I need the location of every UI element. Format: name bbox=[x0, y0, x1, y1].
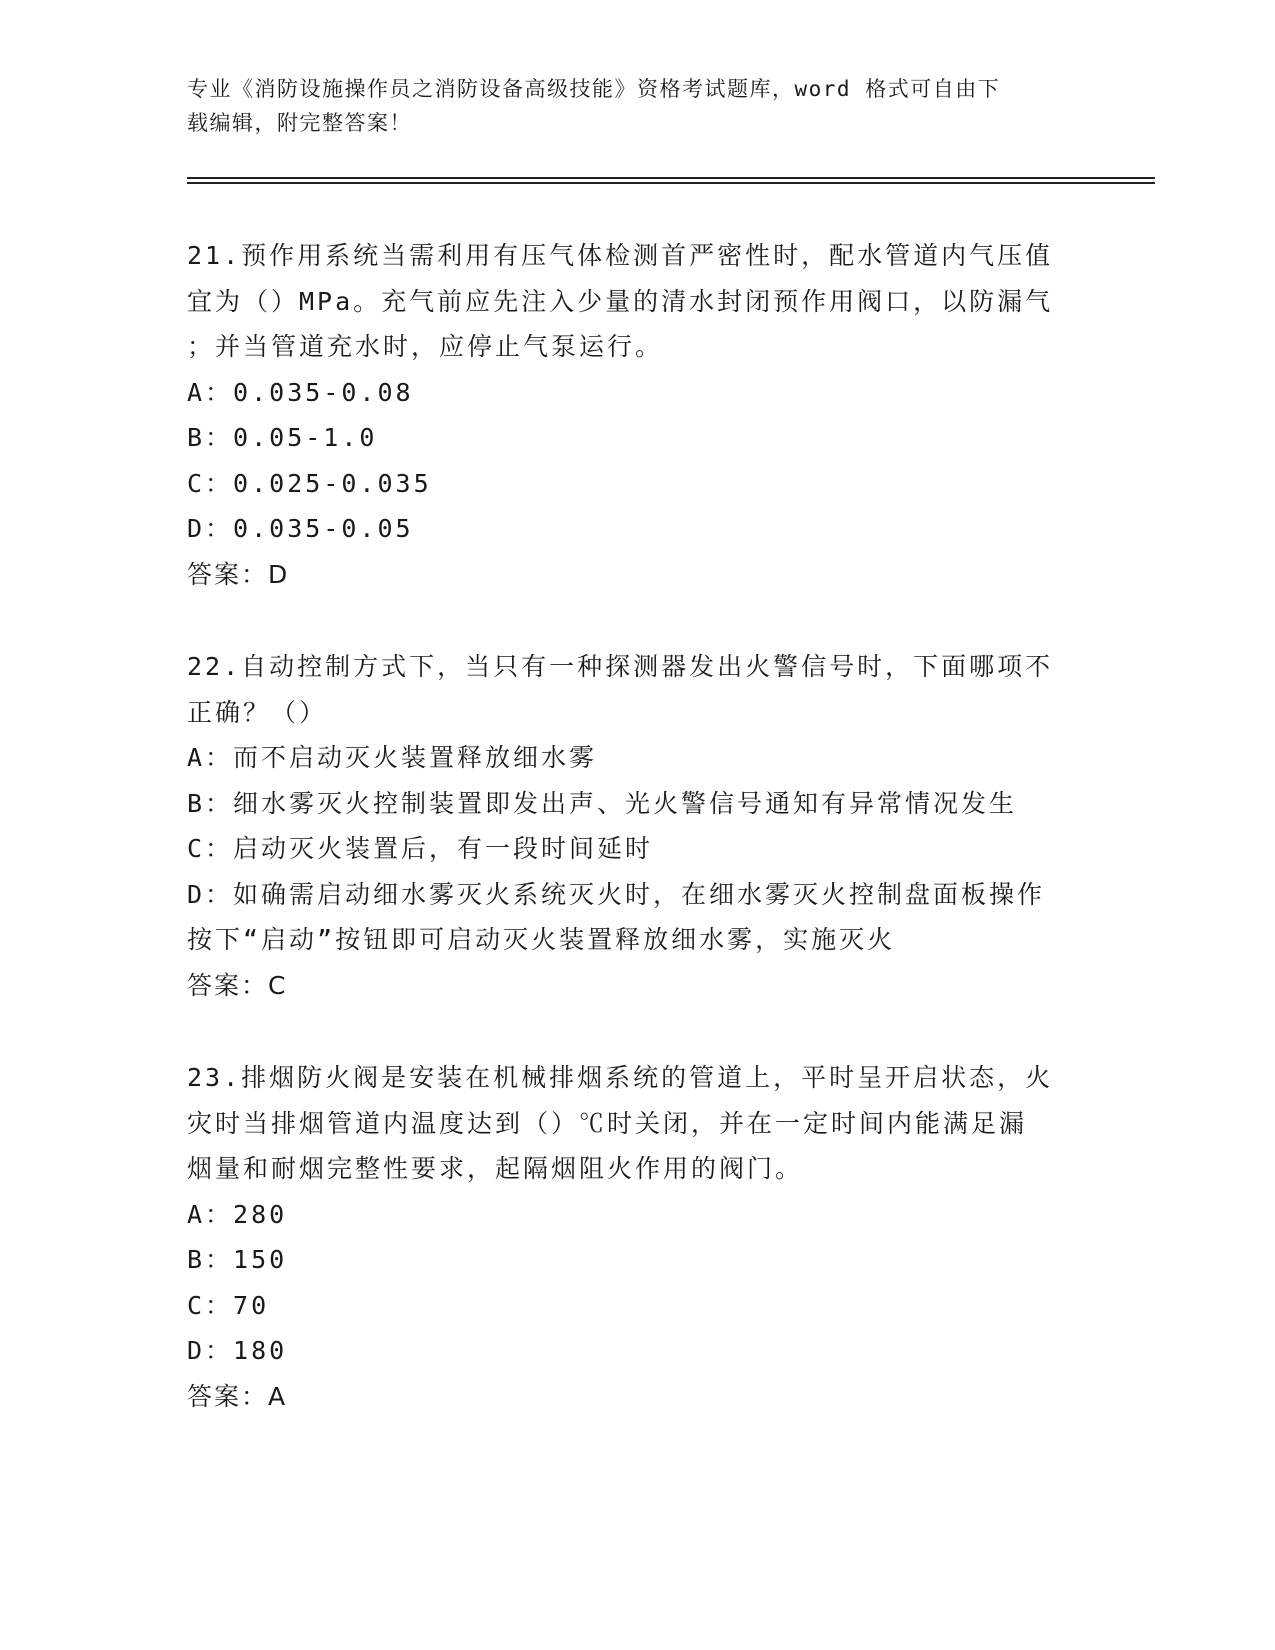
question-21 bbox=[187, 233, 1077, 597]
option-d-continued: 按下“启动”按钮即可启动灭火装置释放细水雾，实施灭火 bbox=[187, 925, 896, 954]
question-23 bbox=[187, 1055, 1077, 1419]
option-b: B：150 bbox=[187, 1245, 288, 1274]
question-stem-line: 烟量和耐烟完整性要求，起隔烟阻火作用的阀门。 bbox=[187, 1154, 804, 1183]
question-stem-line: ；并当管道充水时，应停止气泵运行。 bbox=[187, 332, 664, 361]
option-a: A：280 bbox=[187, 1199, 288, 1229]
answer-line: 答案：D bbox=[187, 559, 290, 589]
header-divider bbox=[187, 182, 1155, 184]
question-stem-line: 23.排烟防火阀是安装在机械排烟系统的管道上，平时呈开启状态，火 bbox=[187, 1063, 1054, 1092]
document-header bbox=[187, 72, 1067, 140]
option-b: B：0.05-1.0 bbox=[187, 423, 378, 452]
option-c: C：启动灭火装置后，有一段时间延时 bbox=[187, 834, 654, 863]
answer-line: 答案：A bbox=[187, 1381, 288, 1411]
header-line: 专业《消防设施操作员之消防设备高级技能》资格考试题库，word 格式可自由下 bbox=[187, 77, 1001, 101]
option-b: B：细水雾灭火控制装置即发出声、光火警信号通知有异常情况发生 bbox=[187, 788, 1018, 818]
option-a: A：而不启动灭火装置释放细水雾 bbox=[187, 743, 598, 772]
answer-line: 答案：C bbox=[187, 970, 288, 1000]
question-22 bbox=[187, 644, 1077, 1008]
question-stem-line: 宜为（）MPa。充气前应先注入少量的清水封闭预作用阀口，以防漏气 bbox=[187, 286, 1054, 316]
question-stem-line: 正确？（） bbox=[187, 697, 328, 727]
option-c: C：70 bbox=[187, 1290, 270, 1320]
option-a: A：0.035-0.08 bbox=[187, 377, 414, 407]
option-d: D：180 bbox=[187, 1336, 288, 1365]
question-stem-line: 21.预作用系统当需利用有压气体检测首严密性时，配水管道内气压值 bbox=[187, 241, 1054, 270]
question-stem-line: 灾时当排烟管道内温度达到（）℃时关闭，并在一定时间内能满足漏 bbox=[187, 1108, 1028, 1138]
option-d: D：如确需启动细水雾灭火系统灭火时，在细水雾灭火控制盘面板操作 bbox=[187, 879, 1046, 909]
header-divider bbox=[187, 177, 1155, 179]
option-c: C：0.025-0.035 bbox=[187, 468, 432, 498]
question-stem-line: 22.自动控制方式下，当只有一种探测器发出火警信号时，下面哪项不 bbox=[187, 652, 1054, 681]
header-line: 载编辑，附完整答案！ bbox=[187, 111, 412, 135]
option-d: D：0.035-0.05 bbox=[187, 514, 414, 543]
